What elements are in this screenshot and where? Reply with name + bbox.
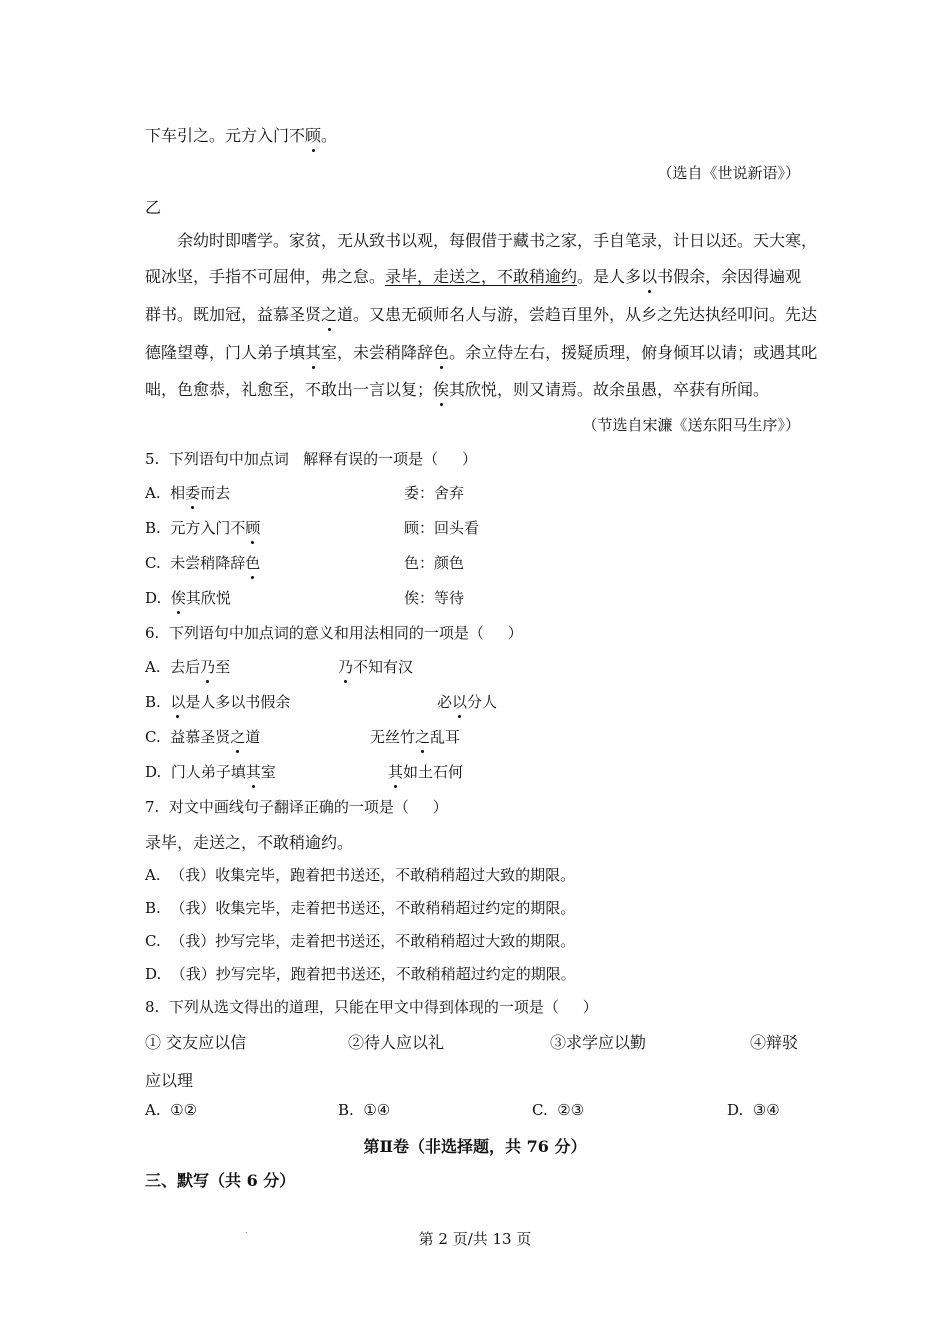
q5-option-b — [145, 517, 260, 538]
text: 必 — [437, 693, 453, 711]
text: 分人 — [467, 693, 498, 711]
text: 乱耳 — [430, 728, 461, 746]
footer-mark: . — [245, 1226, 248, 1235]
text: 下车引之。元方入门不 — [145, 126, 306, 145]
dotted-char: 以 — [641, 267, 658, 286]
dotted-char: 以 — [170, 693, 186, 711]
passage-b-line-4 — [145, 343, 817, 363]
q8-item-1: ① 交友应以信 — [145, 1033, 247, 1052]
dotted-char: 其 — [305, 343, 322, 362]
q8-choice-d: D. ③④ — [727, 1101, 780, 1119]
q5-gloss-d: 俟：等待 — [404, 589, 465, 607]
q5-gloss-a: 委：舍弃 — [404, 484, 465, 502]
q7-option-b: B. （我）收集完毕，走着把书送还，不敢稍稍超过约定的期限。 — [145, 899, 576, 917]
text: 室 — [260, 763, 276, 781]
option-label: A. — [145, 658, 161, 676]
q7-option-c: C. （我）抄写完毕，走着把书送还，不敢稍稍超过大致的期限。 — [145, 932, 576, 950]
text: 群书。既加冠，益慕圣贤 — [145, 305, 322, 324]
dotted-char: 之 — [321, 305, 338, 324]
q5-gloss-c: 色：颜色 — [404, 554, 465, 572]
underlined-sentence: 录毕，走送之，不敢稍逾约 — [385, 267, 578, 286]
dotted-char: 之 — [230, 728, 246, 746]
dotted-char: 乃 — [200, 658, 216, 676]
q5-option-d — [145, 587, 231, 608]
dotted-char: 俟 — [170, 589, 186, 607]
text: 道。又患无硕师名人与游，尝趋百里外，从乡之先达执经叩问。先达 — [337, 305, 818, 324]
passage-a-last-line — [145, 126, 337, 146]
passage-b-line-2 — [145, 267, 801, 287]
text: 书假余，余因得遍观 — [657, 267, 802, 286]
text: 益慕圣贤 — [170, 728, 231, 746]
dotted-char: 其 — [245, 763, 261, 781]
q6-option-c — [145, 726, 260, 747]
section-2-heading: 第Ⅱ卷（非选择题，共 76 分） — [363, 1137, 587, 1156]
text: 其欣悦，则又请焉。故余虽愚，卒获有所闻。 — [449, 380, 770, 399]
option-label: B. — [145, 693, 161, 711]
q8-item-3: ③求学应以勤 — [550, 1033, 647, 1052]
q5-option-c — [145, 552, 260, 573]
dotted-char: 以 — [452, 693, 468, 711]
text: 去后 — [170, 658, 201, 676]
text: 无丝竹 — [370, 728, 416, 746]
q6-option-d — [145, 761, 276, 782]
q8-choice-c: C. ②③ — [532, 1101, 585, 1119]
text: 不知有汉 — [353, 658, 414, 676]
text: 相 — [170, 484, 186, 502]
q6-option-c-right — [370, 726, 460, 747]
q6-option-a-right — [338, 656, 413, 677]
q8-choice-b: B. ①④ — [338, 1101, 391, 1119]
q5-option-a — [145, 482, 230, 503]
q7-option-d: D. （我）抄写完毕，跑着把书送还，不敢稍稍超过约定的期限。 — [145, 965, 576, 983]
text: 室，未尝稍降辞 — [321, 343, 434, 362]
q6-option-d-right — [388, 761, 463, 782]
question-8-stem: 8. 下列从选文得出的道理，只能在甲文中得到体现的一项是（ ） — [145, 998, 598, 1016]
dotted-char: 之 — [415, 728, 431, 746]
dotted-char: 色 — [245, 554, 261, 572]
q8-item-4-wrap: 应以理 — [145, 1071, 194, 1090]
text: 德隆望尊，门人弟子填 — [145, 343, 306, 362]
text: 其欣悦 — [185, 589, 231, 607]
q8-item-4: ④辩驳 — [750, 1033, 799, 1052]
text: 门人弟子填 — [170, 763, 246, 781]
passage-b-source: （节选自宋濂《送东阳马生序》） — [582, 416, 800, 434]
option-label: B. — [145, 519, 161, 537]
section-3-heading: 三、默写（共 6 分） — [145, 1171, 296, 1190]
question-6-stem: 6. 下列语句中加点词的意义和用法相同的一项是（ ） — [145, 624, 523, 642]
option-label: C. — [145, 554, 161, 572]
dotted-char: 其 — [388, 763, 404, 781]
q5-gloss-b: 顾：回头看 — [404, 519, 480, 537]
dotted-char: 顾 — [305, 126, 322, 145]
q8-item-2: ②待人应以礼 — [348, 1033, 445, 1052]
passage-a-source: （选自《世说新语》） — [657, 164, 800, 182]
text: 至 — [215, 658, 231, 676]
text: 如土石何 — [403, 763, 464, 781]
q6-option-b — [145, 691, 290, 712]
text: 咄，色愈恭，礼愈至，不敢出一言以复； — [145, 380, 434, 399]
q8-choice-a: A. ①② — [145, 1101, 198, 1119]
passage-b-line-5 — [145, 380, 769, 400]
text: 。 — [577, 267, 594, 286]
q7-option-a: A. （我）收集完毕，跑着把书送还，不敢稍稍超过大致的期限。 — [145, 866, 576, 884]
dotted-char: 色 — [433, 343, 450, 362]
passage-b-line-1: 余幼时即嗜学。家贫，无从致书以观，每假借于藏书之家，手自笔录，计日以还。天大寒， — [177, 231, 818, 250]
text: 是人多 — [593, 267, 642, 286]
text: 道 — [245, 728, 261, 746]
dotted-char: 委 — [185, 484, 201, 502]
text: 元方入门不 — [170, 519, 246, 537]
page-footer: 第 2 页/共 13 页 — [418, 1230, 532, 1248]
text: 。 — [321, 126, 338, 145]
option-label: C. — [145, 728, 161, 746]
passage-b-label: 乙 — [145, 198, 162, 217]
option-label: D. — [145, 763, 162, 781]
question-7-stem: 7. 对文中画线句子翻译正确的一项是（ ） — [145, 798, 448, 816]
dotted-char: 乃 — [338, 658, 354, 676]
q7-quote: 录毕，走送之，不敢稍逾约。 — [145, 833, 354, 852]
q6-option-b-right — [437, 691, 497, 712]
option-label: D. — [145, 589, 162, 607]
text: 而去 — [200, 484, 231, 502]
text: 未尝稍降辞 — [170, 554, 246, 572]
dotted-char: 顾 — [245, 519, 261, 537]
text: 砚冰坚，手指不可屈伸，弗之怠。 — [145, 267, 386, 286]
text: 。余立侍左右，援疑质理，俯身倾耳以请；或遇其叱 — [449, 343, 818, 362]
text: 是人多以书假余 — [185, 693, 291, 711]
dotted-char: 俟 — [433, 380, 450, 399]
passage-b-line-3 — [145, 305, 817, 325]
q6-option-a — [145, 656, 230, 677]
option-label: A. — [145, 484, 161, 502]
question-5-stem: 5. 下列语句中加点词 解释有误的一项是（ ） — [145, 450, 477, 468]
